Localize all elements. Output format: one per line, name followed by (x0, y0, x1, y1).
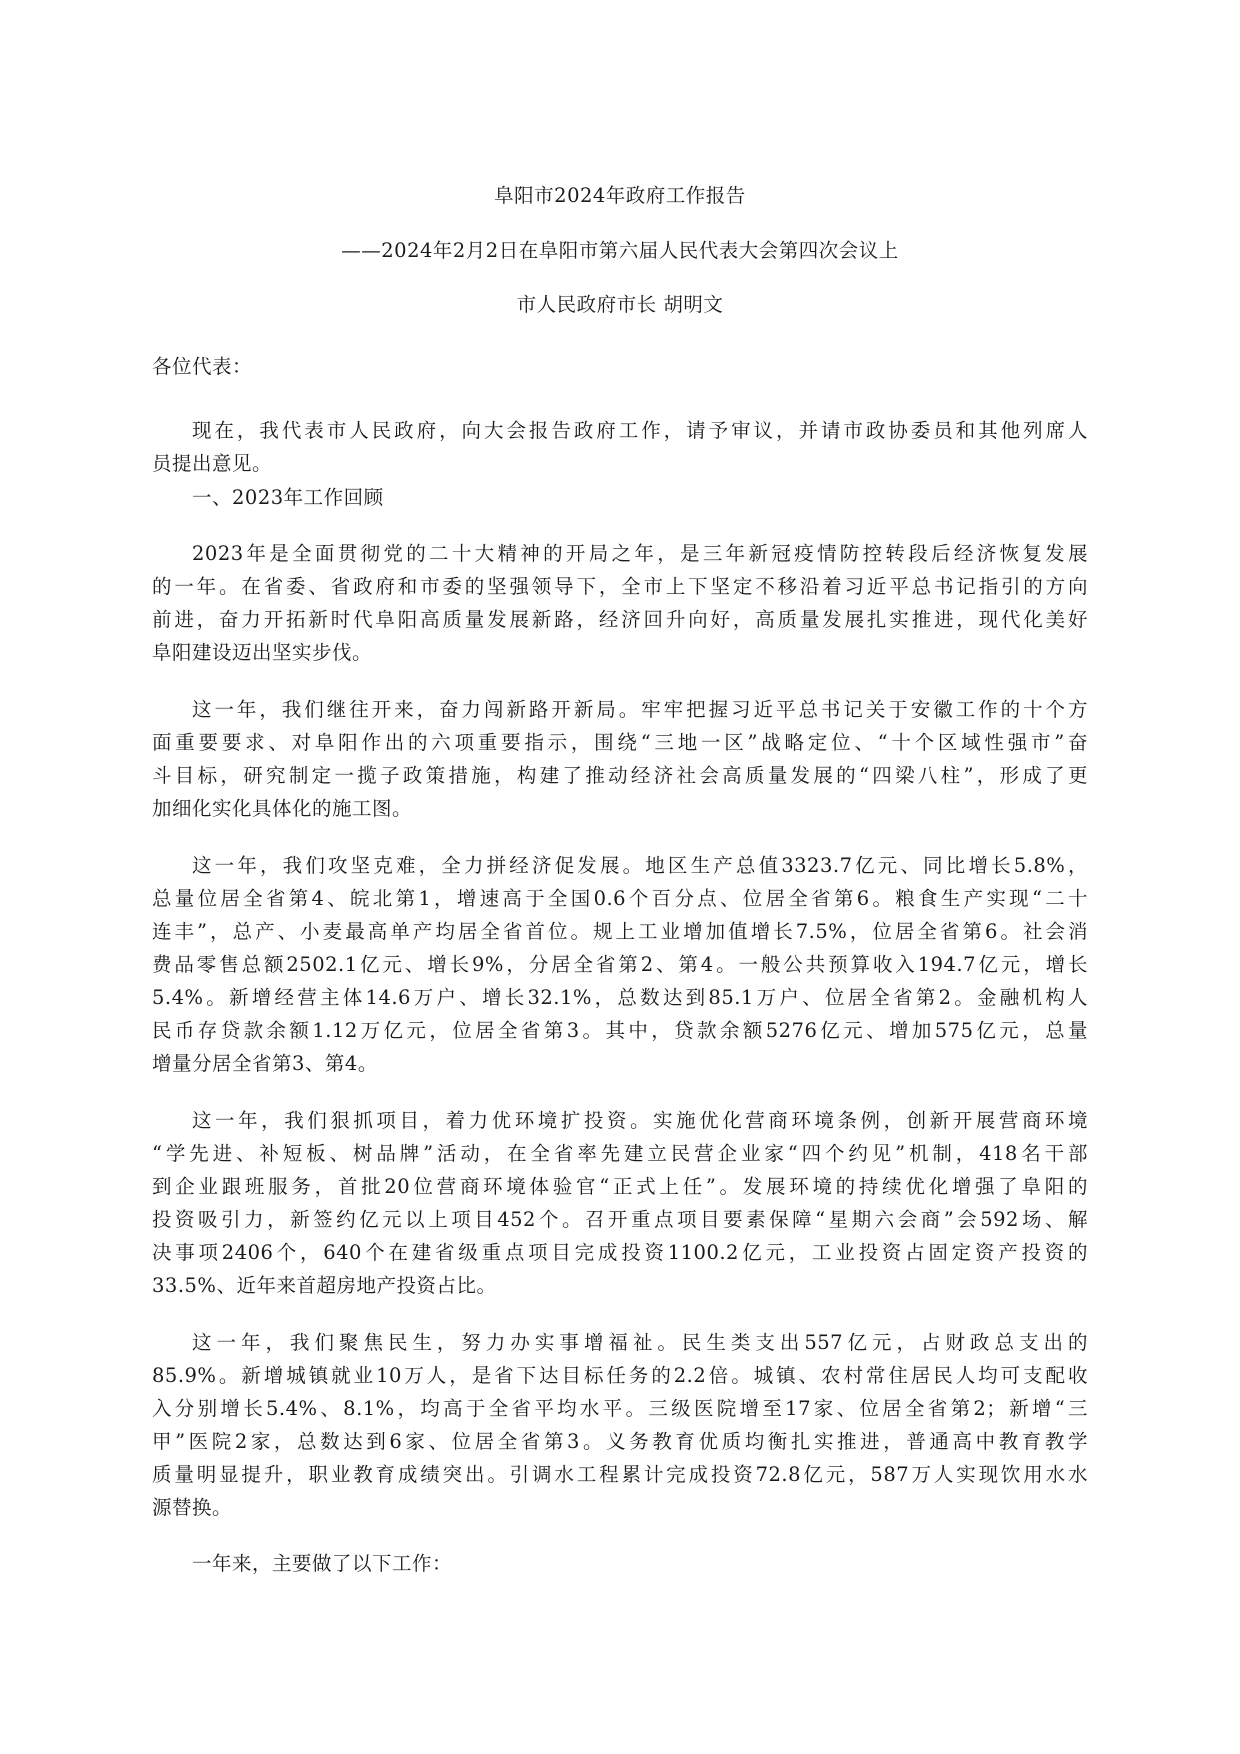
paragraph-line: 面重要要求、对阜阳作出的六项重要指示，围绕“三地一区”战略定位、“十个区域性强市”奋 (152, 731, 1088, 754)
paragraph-line: 这一年，我们继往开来，奋力闯新路开新局。牢牢把握习近平总书记关于安徽工作的十个方 (192, 698, 1088, 721)
paragraph-line: 民币存贷款余额1.12万亿元，位居全省第3。其中，贷款余额5276亿元、增加575亿元，总量 (152, 1019, 1088, 1042)
paragraph-line: 甲”医院2家，总数达到6家、位居全省第3。义务教育优质均衡扎实推进，普通高中教育教学 (152, 1430, 1088, 1453)
salutation: 各位代表： (152, 355, 253, 378)
closing-line: 一年来，主要做了以下工作： (192, 1552, 453, 1575)
paragraph-line: 连丰”，总产、小麦最高单产均居全省首位。规上工业增加值增长7.5%，位居全省第6。社会消 (152, 920, 1088, 943)
paragraph-line: “学先进、补短板、树品牌”活动，在全省率先建立民营企业家“四个约见”机制，418名干部 (152, 1142, 1088, 1165)
paragraph-line: 这一年，我们攻坚克难，全力拼经济促发展。地区生产总值3323.7亿元、同比增长5.8%， (192, 854, 1088, 877)
paragraph-line: 85.9%。新增城镇就业10万人，是省下达目标任务的2.2倍。城镇、农村常住居民人均可支配收 (152, 1364, 1088, 1387)
paragraph-line: 这一年，我们聚焦民生，努力办实事增福祉。民生类支出557亿元，占财政总支出的 (192, 1331, 1088, 1354)
paragraph-line: 2023年是全面贯彻党的二十大精神的开局之年，是三年新冠疫情防控转段后经济恢复发展 (192, 542, 1088, 565)
paragraph-line: 阜阳建设迈出坚实步伐。 (152, 641, 373, 664)
section-heading: 一、2023年工作回顾 (192, 486, 384, 509)
paragraph-line: 前进，奋力开拓新时代阜阳高质量发展新路，经济回升向好，高质量发展扎实推进，现代化美好 (152, 608, 1088, 631)
paragraph-line: 源替换。 (152, 1496, 233, 1519)
paragraph-line: 到企业跟班服务，首批20位营商环境体验官“正式上任”。发展环境的持续优化增强了阜阳的 (152, 1175, 1088, 1198)
paragraph-line: 5.4%。新增经营主体14.6万户、增长32.1%，总数达到85.1万户、位居全省第2。金融机构人 (152, 986, 1088, 1009)
intro-line: 现在，我代表市人民政府，向大会报告政府工作，请予审议，并请市政协委员和其他列席人 (192, 419, 1088, 442)
paragraph-line: 质量明显提升，职业教育成绩突出。引调水工程累计完成投资72.8亿元，587万人实现饮用水水 (152, 1463, 1088, 1486)
paragraph-line: 费品零售总额2502.1亿元、增长9%，分居全省第2、第4。一般公共预算收入194.7亿元，增长 (152, 953, 1088, 976)
paragraph-line: 加细化实化具体化的施工图。 (152, 797, 413, 820)
paragraph-line: 决事项2406个，640个在建省级重点项目完成投资1100.2亿元，工业投资占固定资产投资的 (152, 1241, 1088, 1264)
paragraph-line: 的一年。在省委、省政府和市委的坚强领导下，全市上下坚定不移沿着习近平总书记指引的方向 (152, 575, 1088, 598)
paragraph-line: 这一年，我们狠抓项目，着力优环境扩投资。实施优化营商环境条例，创新开展营商环境 (192, 1109, 1088, 1132)
paragraph-line: 增量分居全省第3、第4。 (152, 1052, 378, 1075)
document-title: 阜阳市2024年政府工作报告 (494, 184, 746, 207)
intro-line: 员提出意见。 (152, 452, 273, 475)
paragraph-line: 入分别增长5.4%、8.1%，均高于全省平均水平。三级医院增至17家、位居全省第2；新增“三 (152, 1397, 1088, 1420)
paragraph-line: 投资吸引力，新签约亿元以上项目452个。召开重点项目要素保障“星期六会商”会592场、解 (152, 1208, 1088, 1231)
paragraph-line: 33.5%、近年来首超房地产投资占比。 (152, 1274, 497, 1297)
paragraph-line: 斗目标，研究制定一揽子政策措施，构建了推动经济社会高质量发展的“四梁八柱”，形成了更 (152, 764, 1088, 787)
paragraph-line: 总量位居全省第4、皖北第1，增速高于全国0.6个百分点、位居全省第6。粮食生产实现“二十 (152, 887, 1088, 910)
document-subtitle: ——2024年2月2日在阜阳市第六届人民代表大会第四次会议上 (341, 239, 899, 262)
document-author: 市人民政府市长 胡明文 (516, 293, 724, 316)
